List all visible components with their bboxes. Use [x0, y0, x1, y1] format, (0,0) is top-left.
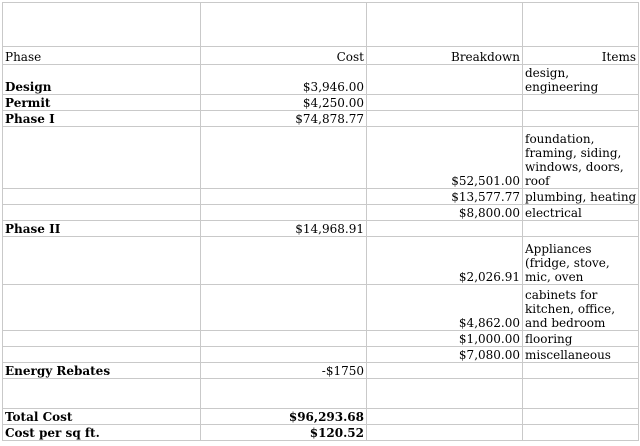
cost-cell[interactable]: $14,968.91 — [201, 221, 367, 237]
items-cell[interactable]: miscellaneous — [523, 347, 639, 363]
cell[interactable] — [201, 3, 367, 47]
table-row — [3, 205, 639, 221]
table-row — [3, 379, 639, 409]
cost-cell[interactable] — [201, 379, 367, 409]
total-cost-cell[interactable]: $96,293.68 — [201, 409, 367, 425]
phase-cell[interactable] — [3, 189, 201, 205]
phase-cell[interactable] — [3, 127, 201, 189]
phase-cell[interactable]: Phase II — [3, 221, 201, 237]
items-cell[interactable]: design, engineering — [523, 65, 639, 95]
header-row — [3, 47, 639, 65]
cell[interactable] — [3, 3, 201, 47]
items-cell[interactable] — [523, 425, 639, 441]
items-cell[interactable] — [523, 111, 639, 127]
phase-cell[interactable] — [3, 205, 201, 221]
table-row — [3, 331, 639, 347]
phase-cell[interactable] — [3, 379, 201, 409]
phase-cell[interactable]: Cost per sq ft. — [3, 425, 201, 441]
cost-cell[interactable]: $3,946.00 — [201, 65, 367, 95]
table-row — [3, 127, 639, 189]
breakdown-cell[interactable]: $7,080.00 — [367, 347, 523, 363]
table-row — [3, 221, 639, 237]
header-breakdown[interactable]: Breakdown — [367, 47, 523, 65]
phase-cell[interactable]: Permit — [3, 95, 201, 111]
items-cell[interactable] — [523, 221, 639, 237]
phase-cell[interactable]: Design — [3, 65, 201, 95]
cost-per-sqft-cell[interactable]: $120.52 — [201, 425, 367, 441]
phase-cell[interactable] — [3, 285, 201, 331]
table-row — [3, 425, 639, 441]
header-items[interactable]: Items — [523, 47, 639, 65]
cell[interactable] — [367, 3, 523, 47]
header-phase[interactable]: Phase — [3, 47, 201, 65]
breakdown-cell[interactable]: $4,862.00 — [367, 285, 523, 331]
cost-cell[interactable]: $74,878.77 — [201, 111, 367, 127]
cost-table — [2, 2, 639, 441]
breakdown-cell[interactable] — [367, 111, 523, 127]
spreadsheet — [0, 2, 640, 446]
header-cost[interactable]: Cost — [201, 47, 367, 65]
items-cell[interactable] — [523, 379, 639, 409]
table-row — [3, 363, 639, 379]
table-row — [3, 95, 639, 111]
items-cell[interactable]: cabinets for kitchen, office, and bedroom — [523, 285, 639, 331]
phase-cell[interactable] — [3, 347, 201, 363]
table-row — [3, 65, 639, 95]
phase-cell[interactable] — [3, 331, 201, 347]
breakdown-cell[interactable]: $2,026.91 — [367, 237, 523, 285]
breakdown-cell[interactable]: $1,000.00 — [367, 331, 523, 347]
table-row — [3, 285, 639, 331]
total-row — [3, 409, 639, 425]
cost-cell[interactable] — [201, 237, 367, 285]
cost-cell[interactable] — [201, 331, 367, 347]
items-cell[interactable] — [523, 95, 639, 111]
table-row — [3, 111, 639, 127]
items-cell[interactable]: electrical — [523, 205, 639, 221]
cost-cell[interactable]: $4,250.00 — [201, 95, 367, 111]
items-cell[interactable]: flooring — [523, 331, 639, 347]
table-row — [3, 347, 639, 363]
breakdown-cell[interactable] — [367, 95, 523, 111]
phase-cell[interactable]: Phase I — [3, 111, 201, 127]
phase-cell[interactable]: Energy Rebates — [3, 363, 201, 379]
breakdown-cell[interactable]: $8,800.00 — [367, 205, 523, 221]
cost-cell[interactable] — [201, 347, 367, 363]
items-cell[interactable]: Appliances (fridge, stove, mic, oven — [523, 237, 639, 285]
cost-cell[interactable] — [201, 189, 367, 205]
phase-cell[interactable]: Total Cost — [3, 409, 201, 425]
phase-cell[interactable] — [3, 237, 201, 285]
items-cell[interactable] — [523, 363, 639, 379]
breakdown-cell[interactable] — [367, 425, 523, 441]
breakdown-cell[interactable] — [367, 409, 523, 425]
breakdown-cell[interactable] — [367, 379, 523, 409]
cost-cell[interactable]: -$1750 — [201, 363, 367, 379]
blank-row — [3, 3, 639, 47]
items-cell[interactable]: foundation, framing, siding, windows, doors, roof — [523, 127, 639, 189]
breakdown-cell[interactable] — [367, 363, 523, 379]
cost-cell[interactable] — [201, 127, 367, 189]
breakdown-cell[interactable] — [367, 65, 523, 95]
table-row — [3, 237, 639, 285]
breakdown-cell[interactable] — [367, 221, 523, 237]
cost-cell[interactable] — [201, 205, 367, 221]
breakdown-cell[interactable]: $13,577.77 — [367, 189, 523, 205]
cost-cell[interactable] — [201, 285, 367, 331]
breakdown-cell[interactable]: $52,501.00 — [367, 127, 523, 189]
items-cell[interactable] — [523, 409, 639, 425]
items-cell[interactable]: plumbing, heating — [523, 189, 639, 205]
table-row — [3, 189, 639, 205]
cell[interactable] — [523, 3, 639, 47]
